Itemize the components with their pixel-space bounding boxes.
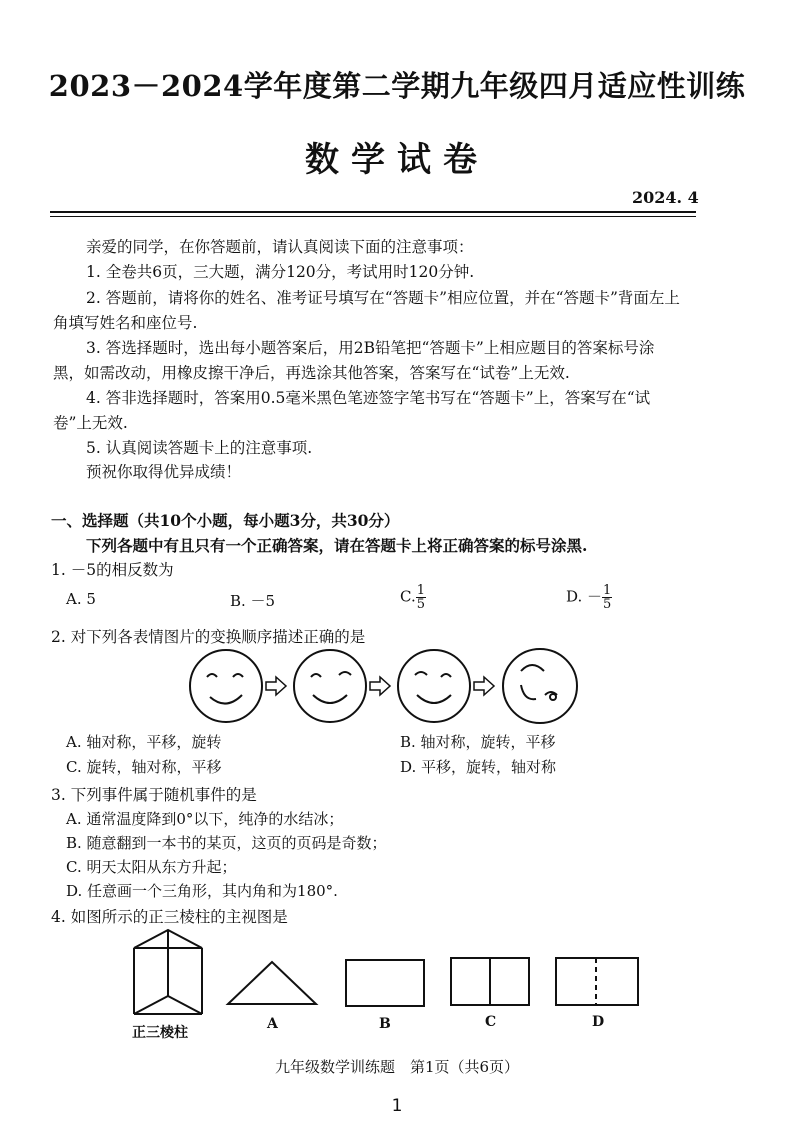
q3-stem: 3. 下列事件属于随机事件的是 (51, 786, 257, 804)
triangular-prism-figure (134, 930, 202, 1014)
q1-option-d-numerator: 1 (603, 583, 612, 598)
arrow-right-icon (266, 677, 286, 695)
q4-label-c: C (485, 1014, 497, 1030)
q1-option-b: B. －5 (230, 592, 276, 610)
notice-item-5: 5. 认真阅读答题卡上的注意事项. (86, 439, 313, 457)
q2-option-a: A. 轴对称，平移，旋转 (66, 733, 222, 751)
option-b-rectangle (346, 960, 424, 1006)
q4-label-b: B (379, 1016, 391, 1032)
option-a-triangle (228, 962, 316, 1004)
notice-item-3-line-2: 黑，如需改动，用橡皮擦干净后，再选涂其他答案，答案写在“试卷”上无效. (53, 364, 570, 382)
q1-option-d (566, 584, 612, 611)
notice-item-4-line-2: 卷”上无效. (53, 414, 128, 432)
exam-subtitle: 数学试卷 (305, 140, 489, 180)
option-c-rectangle-center-line (451, 958, 529, 1005)
page-footer: 九年级数学训练题 第1页（共6页） (274, 1058, 520, 1076)
q1-option-c-denominator: 5 (416, 597, 425, 612)
emoji-face-3 (398, 650, 470, 722)
q3-option-a: A. 通常温度降到0°以下，纯净的水结冰； (66, 810, 344, 828)
q4-stem: 4. 如图所示的正三棱柱的主视图是 (51, 908, 288, 926)
emoji-face-1 (190, 650, 262, 722)
header-rule-thick (50, 211, 696, 213)
section-1-instruction: 下列各题中有且只有一个正确答案，请在答题卡上将正确答案的标号涂黑. (86, 536, 588, 555)
q3-option-d: D. 任意画一个三角形，其内角和为180°. (66, 882, 338, 900)
notice-item-2-line-1: 2. 答题前，请将你的姓名、准考证号填写在“答题卡”相应位置，并在“答题卡”背面左上 (86, 289, 680, 307)
q2-option-b: B. 轴对称，旋转，平移 (400, 733, 556, 751)
q4-figure (120, 922, 640, 1022)
exam-title: 2023－2024学年度第二学期九年级四月适应性训练 (48, 69, 746, 103)
q2-option-c: C. 旋转，轴对称，平移 (66, 758, 222, 776)
q4-label-d: D (592, 1014, 605, 1030)
prism-label: 正三棱柱 (132, 1025, 188, 1041)
q1-stem: 1. －5的相反数为 (51, 561, 174, 579)
emoji-face-4 (503, 649, 577, 723)
q3-option-c: C. 明天太阳从东方升起； (66, 858, 237, 876)
notice-intro: 亲爱的同学，在你答题前，请认真阅读下面的注意事项： (86, 238, 474, 256)
arrow-right-icon (474, 677, 494, 695)
q1-option-c-numerator: 1 (416, 583, 425, 598)
q1-option-d-denominator: 5 (603, 597, 612, 612)
q2-emoji-sequence-figure (180, 645, 590, 727)
q1-option-c-fraction (416, 584, 426, 611)
q1-option-d-prefix: D. － (566, 587, 603, 606)
notice-wish: 预祝你取得优异成绩！ (86, 463, 242, 481)
notice-item-3-line-1: 3. 答选择题时，选出每小题答案后，用2B铅笔把“答题卡”上相应题目的答案标号涂 (86, 339, 655, 357)
notice-item-1: 1. 全卷共6页，三大题，满分120分，考试用时120分钟. (86, 263, 475, 281)
q3-option-b: B. 随意翻到一本书的某页，这页的页码是奇数； (66, 834, 387, 852)
page-number: 1 (391, 1096, 403, 1116)
q1-option-d-fraction (602, 584, 612, 611)
q1-option-a: A. 5 (66, 590, 96, 608)
q4-label-a: A (267, 1016, 278, 1032)
q2-option-d: D. 平移，旋转，轴对称 (400, 758, 557, 776)
q1-option-c (400, 584, 426, 611)
arrow-right-icon (370, 677, 390, 695)
option-d-rectangle-dashed-line (556, 958, 638, 1005)
section-1-heading: 一、选择题（共10个小题，每小题3分，共30分） (51, 511, 400, 530)
exam-date: 2024. 4 (632, 188, 699, 207)
notice-item-2-line-2: 角填写姓名和座位号. (53, 314, 198, 332)
notice-item-4-line-1: 4. 答非选择题时，答案用0.5毫米黑色笔迹签字笔书写在“答题卡”上，答案写在“试 (86, 389, 651, 407)
q1-option-c-prefix: C. (400, 587, 416, 606)
header-rule-thin (50, 216, 696, 217)
emoji-face-2 (294, 650, 366, 722)
q2-stem: 2. 对下列各表情图片的变换顺序描述正确的是 (51, 628, 366, 646)
